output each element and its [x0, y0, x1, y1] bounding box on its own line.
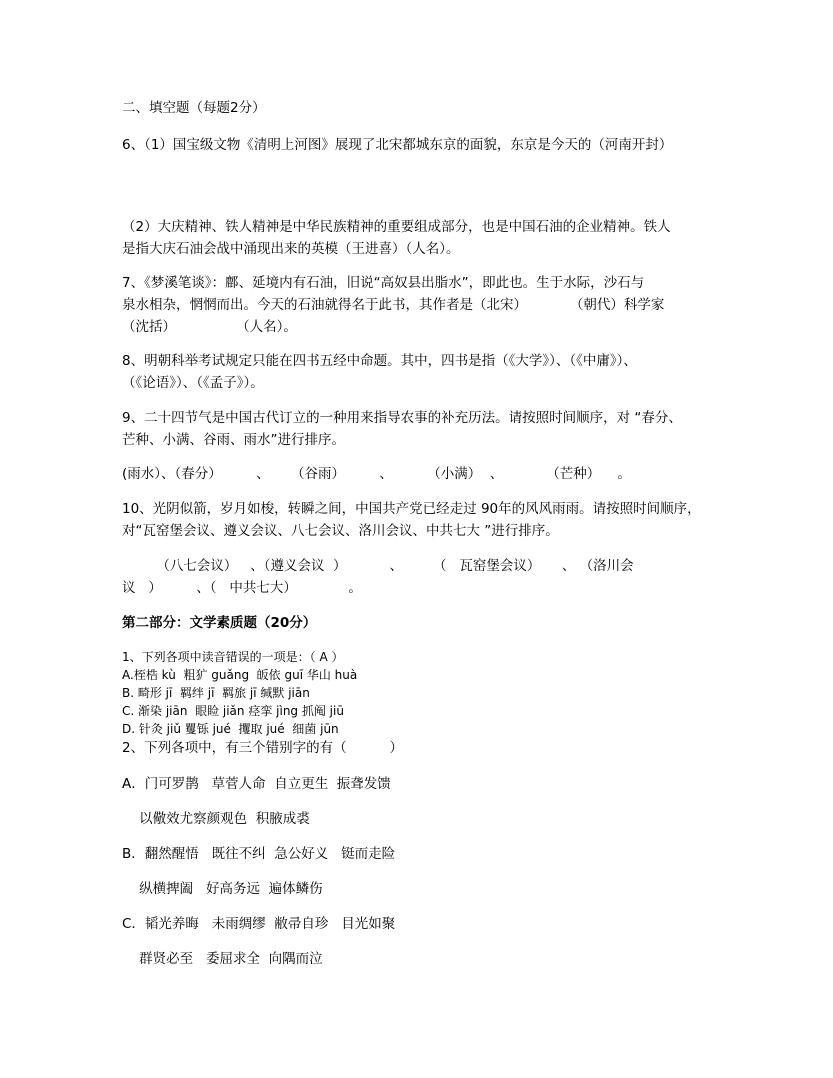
mc-question-2-option-a-line-2: 以儆效尤察颜观色 积腋成裘	[122, 811, 310, 827]
question-10-answer-line-1: （八七会议） 、（遵义会议 ） 、 （ 瓦窑堡会议） 、 （洛川会	[122, 558, 634, 574]
question-8-line-1: 8、明朝科举考试规定只能在四书五经中命题。其中，四书是指（《大学》）、（《中庸》）、	[122, 353, 637, 369]
mc-question-1-option-b: B. 畸形 jī 羁绊 jī 羁旅 jī 缄默 jiān	[122, 686, 310, 700]
mc-question-1: 1、下列各项中读音错误的一项是：（ A ）	[122, 650, 344, 664]
question-10-answer-line-2: 议 ） 、（ 中共七大） 。	[122, 580, 362, 596]
question-9-line-1: 9、二十四节气是中国古代订立的一种用来指导农事的补充历法。请按照时间顺序，对 “春分、	[122, 410, 682, 426]
mc-question-2-option-b-line-1: B．翻然醒悟 既往不纠 急公好义 铤而走险	[122, 846, 396, 862]
mc-question-2-option-b-line-2: 纵横捭阖 好高务远 遍体鳞伤	[122, 881, 323, 897]
question-6-part-2-line-2: 是指大庆石油会战中涌现出来的英模（王进喜）（人名）。	[122, 241, 460, 257]
mc-question-1-option-c: C. 渐染 jiān 眼睑 jiǎn 痉挛 jìng 抓阄 jiū	[122, 704, 344, 718]
question-7-line-1: 7、《梦溪笔谈》：鄜、延境内有石油，旧说“高奴县出脂水”，即此也。生于水际，沙石与	[122, 275, 645, 291]
question-9-line-2: 芒种、小满、谷雨、雨水”进行排序。	[122, 432, 345, 448]
mc-question-2: 2、下列各项中，有三个错别字的有（ ）	[122, 740, 404, 756]
question-6-part-1: 6、（1）国宝级文物《清明上河图》展现了北宋都城东京的面貌，东京是今天的（河南开封）	[122, 137, 673, 153]
question-7-line-2: 泉水相杂，惘惘而出。今天的石油就得名于此书，其作者是（北宋） （朝代）科学家	[122, 297, 665, 313]
mc-question-1-option-a: A.桎梏 kù 粗犷 guǎng 皈依 guī 华山 huà	[122, 668, 358, 682]
question-10-line-2: 对“瓦窑堡会议、遵义会议、八七会议、洛川会议、中共七大 ”进行排序。	[122, 523, 559, 539]
part-two-heading: 第二部分：文学素质题（20分）	[122, 615, 317, 631]
question-10-line-1: 10、光阴似箭，岁月如梭，转瞬之间，中国共产党已经走过 90年的风风雨雨。请按照时间顺序，	[122, 501, 701, 517]
question-6-part-2-line-1: （2）大庆精神、铁人精神是中华民族精神的重要组成部分，也是中国石油的企业精神。铁人	[122, 219, 671, 235]
question-8-line-2: （《论语》）、（《孟子》）。	[122, 375, 264, 391]
mc-question-2-option-a-line-1: A．门可罗鹊 草菅人命 自立更生 振聋发馈	[122, 776, 391, 792]
mc-question-2-option-c-line-1: C．韬光养晦 未雨绸缪 敝帚自珍 目光如聚	[122, 916, 396, 932]
section-heading-fill-in: 二、填空题（每题2分）	[122, 100, 266, 116]
question-9-answer: (雨水）、（春分） 、 （谷雨） 、 （小满） 、 （芒种） 。	[122, 466, 631, 482]
mc-question-1-option-d: D. 针灸 jiǔ 矍铄 jué 攫取 jué 细菌 jūn	[122, 722, 339, 736]
mc-question-2-option-c-line-2: 群贤必至 委屈求全 向隅而泣	[122, 951, 323, 967]
question-7-line-3: （沈括） （人名）。	[122, 319, 297, 335]
